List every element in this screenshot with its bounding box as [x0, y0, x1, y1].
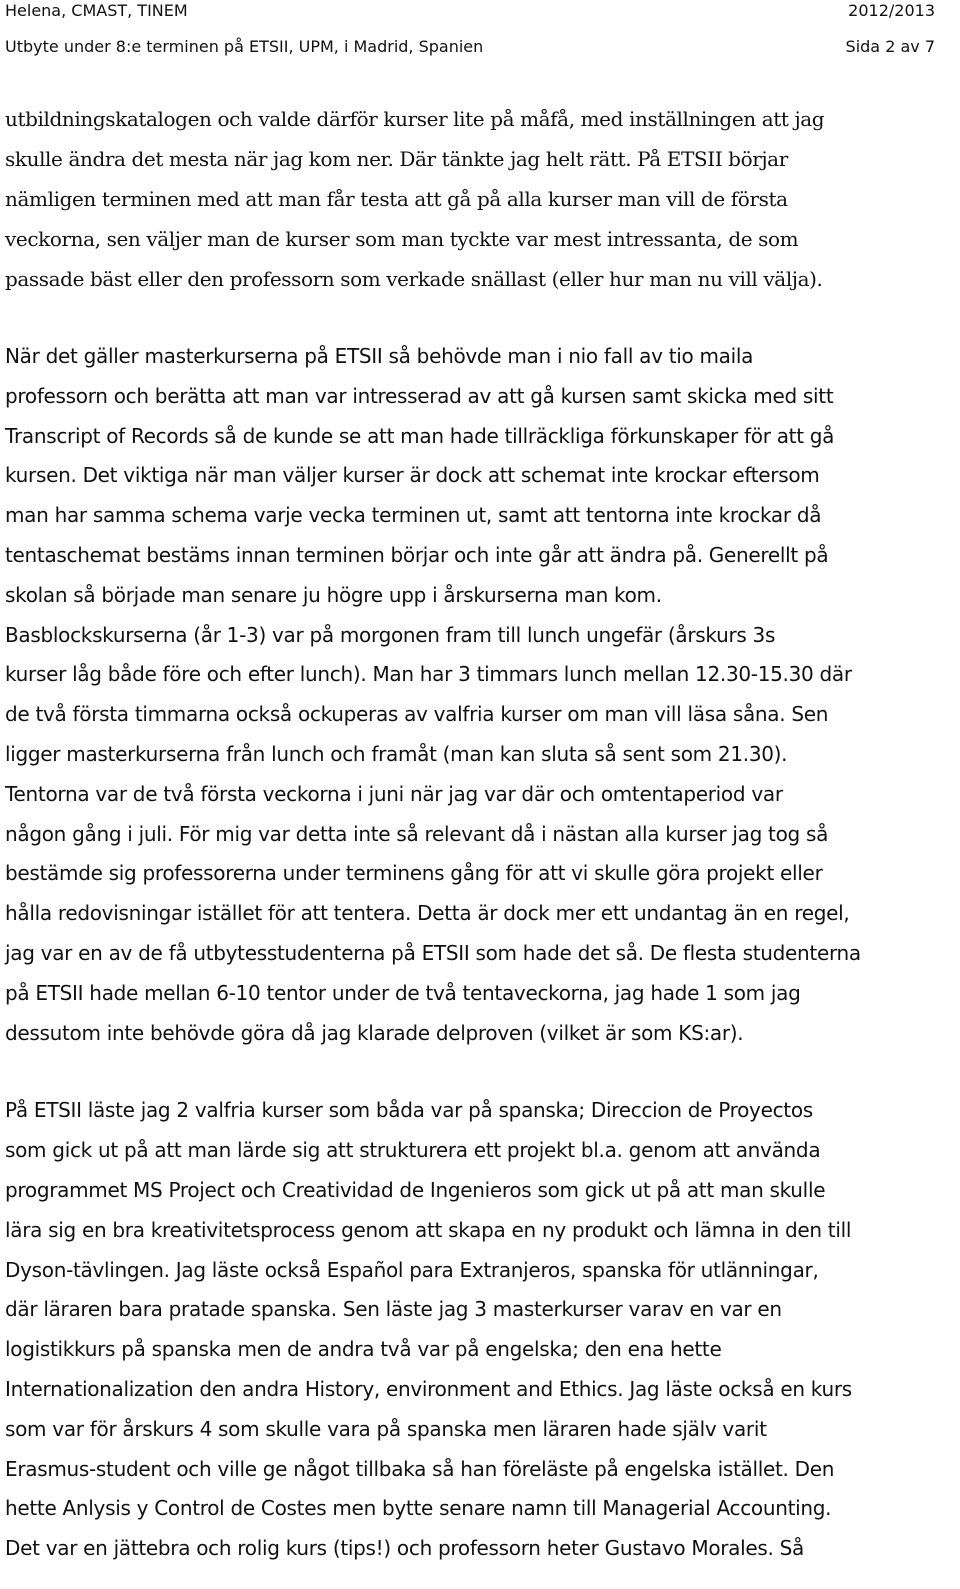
header-row-bottom	[5, 38, 935, 56]
header-row-top	[5, 2, 935, 20]
header-year: 2012/2013	[848, 1, 935, 20]
paragraph-courses-taken: På ETSII läste jag 2 valfria kurser som båda var på spanska; Direccion de Proyectos som gick ut på att man lärde sig att strukturera ett projekt bl.a. genom att använda programmet MS Project och Creatividad de Ingenieros som gick ut på att man skulle lära sig en bra kreativitetsprocess genom att skapa en ny produkt och lämna in den till Dyson-tävlingen. Jag läste också Español para Extranjeros, spanska för utlänningar, där läraren bara pratade spanska. Sen läste jag 3 masterkurser varav en var en logistikkurs på spanska men de andra två var på engelska; den ena hette Internationalization den andra History, environment and Ethics. Jag läste också en kurs som var för årskurs 4 som skulle vara på spanska men läraren hade själv varit Erasmus-student och ville ge något tillbaka så han föreläste på engelska istället. Den hette Anlysis y Control de Costes men bytte senare namn till Managerial Accounting. Det var en jättebra och rolig kurs (tips!) och professorn heter Gustavo Morales. Så	[5, 1098, 852, 1561]
header-exchange-info: Utbyte under 8:e terminen på ETSII, UPM, i Madrid, Spanien	[5, 37, 484, 56]
header-page-number: Sida 2 av 7	[845, 37, 935, 56]
paragraph-course-selection: utbildningskatalogen och valde därför kurser lite på måfå, med inställningen att jag skulle ändra det mesta när jag kom ner. Där tänkte jag helt rätt. På ETSII börjar nämligen terminen med att man får testa att gå på alla kurser man vill de första veckorna, sen väljer man de kurser som man tyckte var mest intressanta, de som passade bäst eller den professorn som verkade snällast (eller hur man nu vill välja).	[5, 107, 825, 291]
page-header	[5, 0, 935, 56]
paragraph-master-courses: När det gäller masterkurserna på ETSII så behövde man i nio fall av tio maila professorn och berätta att man var intresserad av att gå kursen samt skicka med sitt Transcript of Records så de kunde se att man hade tillräckliga förkunskaper för att gå kursen. Det viktiga när man väljer kurser är dock att schemat inte krockar eftersom man har samma schema varje vecka terminen ut, samt att tentorna inte krockar då tentaschemat bestäms innan terminen börjar och inte går att ändra på. Generellt på skolan så började man senare ju högre upp i årskurserna man kom. Basblockskurserna (år 1-3) var på morgonen fram till lunch ungefär (årskurs 3s kurser låg både före och efter lunch). Man har 3 timmars lunch mellan 12.30-15.30 där de två första timmarna också ockuperas av valfria kurser om man vill läsa såna. Sen ligger masterkurserna från lunch och framåt (man kan sluta så sent som 21.30). Tentorna var de två första veckorna i juni när jag var där och omtentaperiod var någon gång i juli. För mig var detta inte så relevant då i nästan alla kurser jag tog så bestämde sig professorerna under terminens gång för att vi skulle göra projekt eller hålla redovisningar istället för att tentera. Detta är dock mer ett undantag än en regel, jag var en av de få utbytesstudenterna på ETSII som hade det så. De flesta studenterna på ETSII hade mellan 6-10 tentor under de två tentaveckorna, jag hade 1 som jag dessutom inte behövde göra då jag klarade delproven (vilket är som KS:ar).	[5, 344, 861, 1045]
document-body	[5, 99, 950, 1569]
header-author: Helena, CMAST, TINEM	[5, 1, 188, 20]
